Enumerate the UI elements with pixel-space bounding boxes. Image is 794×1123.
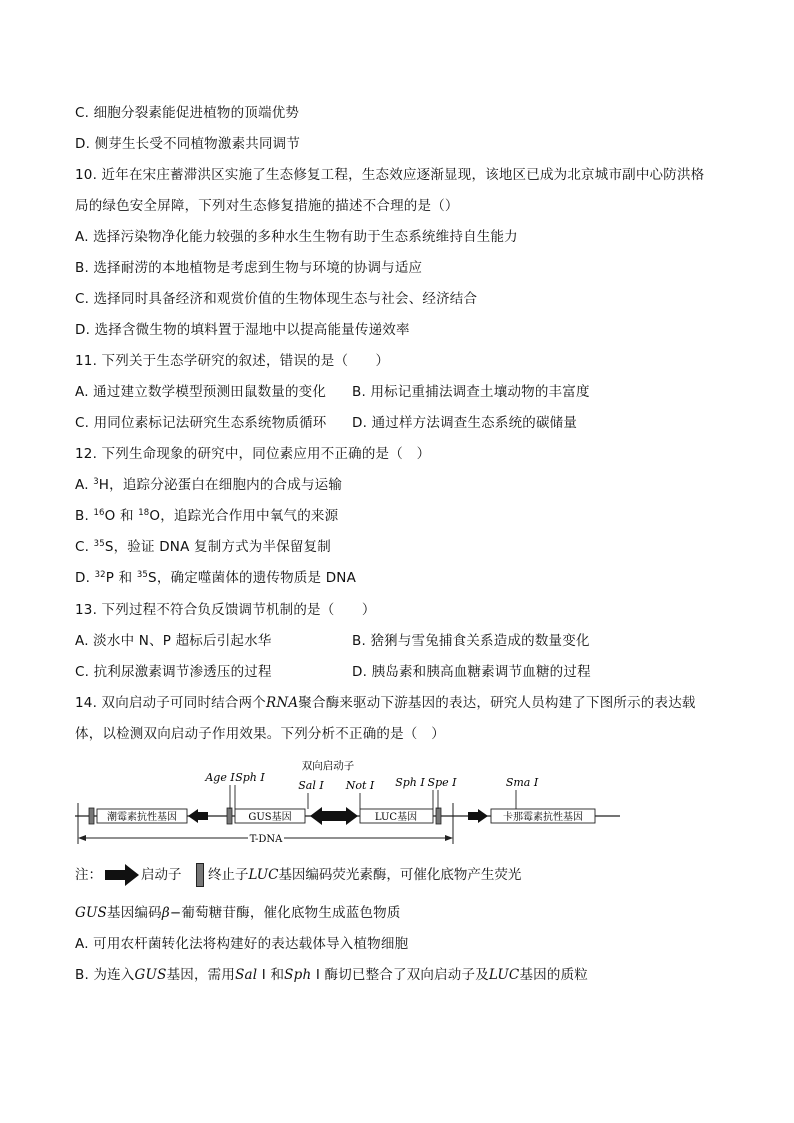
q12-stem: 12. 下列生命现象的研究中，同位素应用不正确的是（ ） bbox=[75, 446, 431, 462]
q13-option-b: B. 猞猁与雪兔捕食关系造成的数量变化 bbox=[352, 633, 590, 649]
q12-option-d: D. $^{32}$P 和 $^{35}$S，确定噬菌体的遗传物质是 DNA bbox=[75, 570, 357, 586]
q11-option-a: A. 通过建立数学模型预测田鼠数量的变化 bbox=[75, 384, 327, 400]
q12-option-c: C. $^{35}$S，验证 DNA 复制方式为半保留复制 bbox=[75, 539, 332, 555]
q12-option-a: A. $^3$H，追踪分泌蛋白在细胞内的合成与运输 bbox=[75, 477, 343, 493]
q13-option-a: A. 淡水中 N、P 超标后引起水华 bbox=[75, 633, 272, 649]
tdna-arrow-right-icon bbox=[445, 835, 453, 841]
gus-gene-label: GUS基因 bbox=[248, 812, 292, 823]
terminator-icon bbox=[89, 808, 94, 824]
q11-stem: 11. 下列关于生态学研究的叙述，错误的是（ ） bbox=[75, 353, 390, 369]
bidirectional-promoter-label: 双向启动子 bbox=[301, 760, 355, 772]
q10-option-c: C. 选择同时具备经济和观赏价值的生物体现生态与社会、经济结合 bbox=[75, 291, 478, 307]
q11-option-c: C. 用同位素标记法研究生态系统物质循环 bbox=[75, 415, 327, 431]
q13-option-d: D. 胰岛素和胰高血糖素调节血糖的过程 bbox=[352, 664, 591, 680]
q11-option-d: D. 通过样方法调查生态系统的碳储量 bbox=[352, 415, 578, 431]
q14-option-b: B. 为连入GUS基因，需用Sal Ⅰ 和Sph Ⅰ 酶切已整合了双向启动子及LUC基因的质粒 bbox=[75, 967, 588, 983]
q14-stem-line2: 体，以检测双向启动子作用效果。下列分析不正确的是（ ） bbox=[75, 726, 445, 742]
legend-terminator: 终止子LUC基因编码荧光素酶，可催化底物产生荧光 bbox=[208, 867, 522, 883]
legend-gus: GUS基因编码β−葡萄糖苷酶，催化底物生成蓝色物质 bbox=[75, 905, 401, 921]
q13-row1 bbox=[75, 631, 590, 651]
q10-option-b: B. 选择耐涝的本地植物是考虑到生物与环境的协调与适应 bbox=[75, 260, 423, 276]
isotope-mass-3: 3 bbox=[93, 477, 99, 487]
site-sph-left: Sph Ⅰ bbox=[235, 771, 265, 784]
q10-option-d: D. 选择含微生物的填料置于湿地中以提高能量传递效率 bbox=[75, 322, 410, 338]
promoter-left-icon bbox=[188, 809, 208, 823]
luc-gene-label: LUC基因 bbox=[374, 812, 418, 823]
promoter-right-icon bbox=[468, 809, 488, 823]
legend-promoter: 启动子 bbox=[141, 867, 182, 883]
site-sal: Sal Ⅰ bbox=[298, 779, 324, 792]
q12-option-b: B. $^{16}$O 和 $^{18}$O，追踪光合作用中氧气的来源 bbox=[75, 508, 339, 524]
q11-option-b: B. 用标记重捕法调查土壤动物的丰富度 bbox=[352, 384, 590, 400]
q14-stem-line1: 14. 双向启动子可同时结合两个RNA聚合酶来驱动下游基因的表达，研究人员构建了下图所示的表达载 bbox=[75, 695, 696, 711]
site-not: Not Ⅰ bbox=[345, 779, 375, 792]
tdna-label: T-DNA bbox=[249, 834, 283, 845]
q10-stem-line2: 局的绿色安全屏障，下列对生态修复措施的描述不合理的是（） bbox=[75, 198, 459, 214]
q11-row2 bbox=[75, 413, 578, 433]
bidirectional-promoter-icon bbox=[310, 807, 358, 825]
q9-option-d: D. 侧芽生长受不同植物激素共同调节 bbox=[75, 136, 301, 152]
q10-stem-line1: 10. 近年在宋庄蓄滞洪区实施了生态修复工程，生态效应逐渐显现，该地区已成为北京城市副中心防洪格 bbox=[75, 167, 705, 183]
site-age: Age Ⅰ bbox=[205, 771, 235, 784]
q14-option-a: A. 可用农杆菌转化法将构建好的表达载体导入植物细胞 bbox=[75, 936, 409, 952]
site-sph-right: Sph Ⅰ bbox=[395, 776, 425, 789]
terminator-icon bbox=[227, 808, 232, 824]
hygromycin-gene-label: 潮霉素抗性基因 bbox=[107, 812, 177, 823]
legend-note: 注： bbox=[75, 867, 102, 883]
site-spe: Spe Ⅰ bbox=[427, 776, 457, 789]
kanamycin-gene-label: 卡那霉素抗性基因 bbox=[503, 812, 583, 823]
q13-row2 bbox=[75, 662, 591, 682]
site-sma: Sma Ⅰ bbox=[505, 776, 539, 789]
q13-option-c: C. 抗利尿激素调节渗透压的过程 bbox=[75, 664, 272, 680]
expression-vector-diagram bbox=[70, 758, 630, 850]
tdna-arrow-left-icon bbox=[78, 835, 86, 841]
terminator-icon bbox=[436, 808, 441, 824]
promoter-legend-icon bbox=[105, 864, 139, 886]
q11-row1 bbox=[75, 382, 590, 402]
q13-stem: 13. 下列过程不符合负反馈调节机制的是（ ） bbox=[75, 602, 376, 618]
terminator-legend-icon bbox=[196, 863, 204, 887]
q10-option-a: A. 选择污染物净化能力较强的多种水生生物有助于生态系统维持自生能力 bbox=[75, 229, 518, 245]
q9-option-c: C. 细胞分裂素能促进植物的顶端优势 bbox=[75, 105, 300, 121]
